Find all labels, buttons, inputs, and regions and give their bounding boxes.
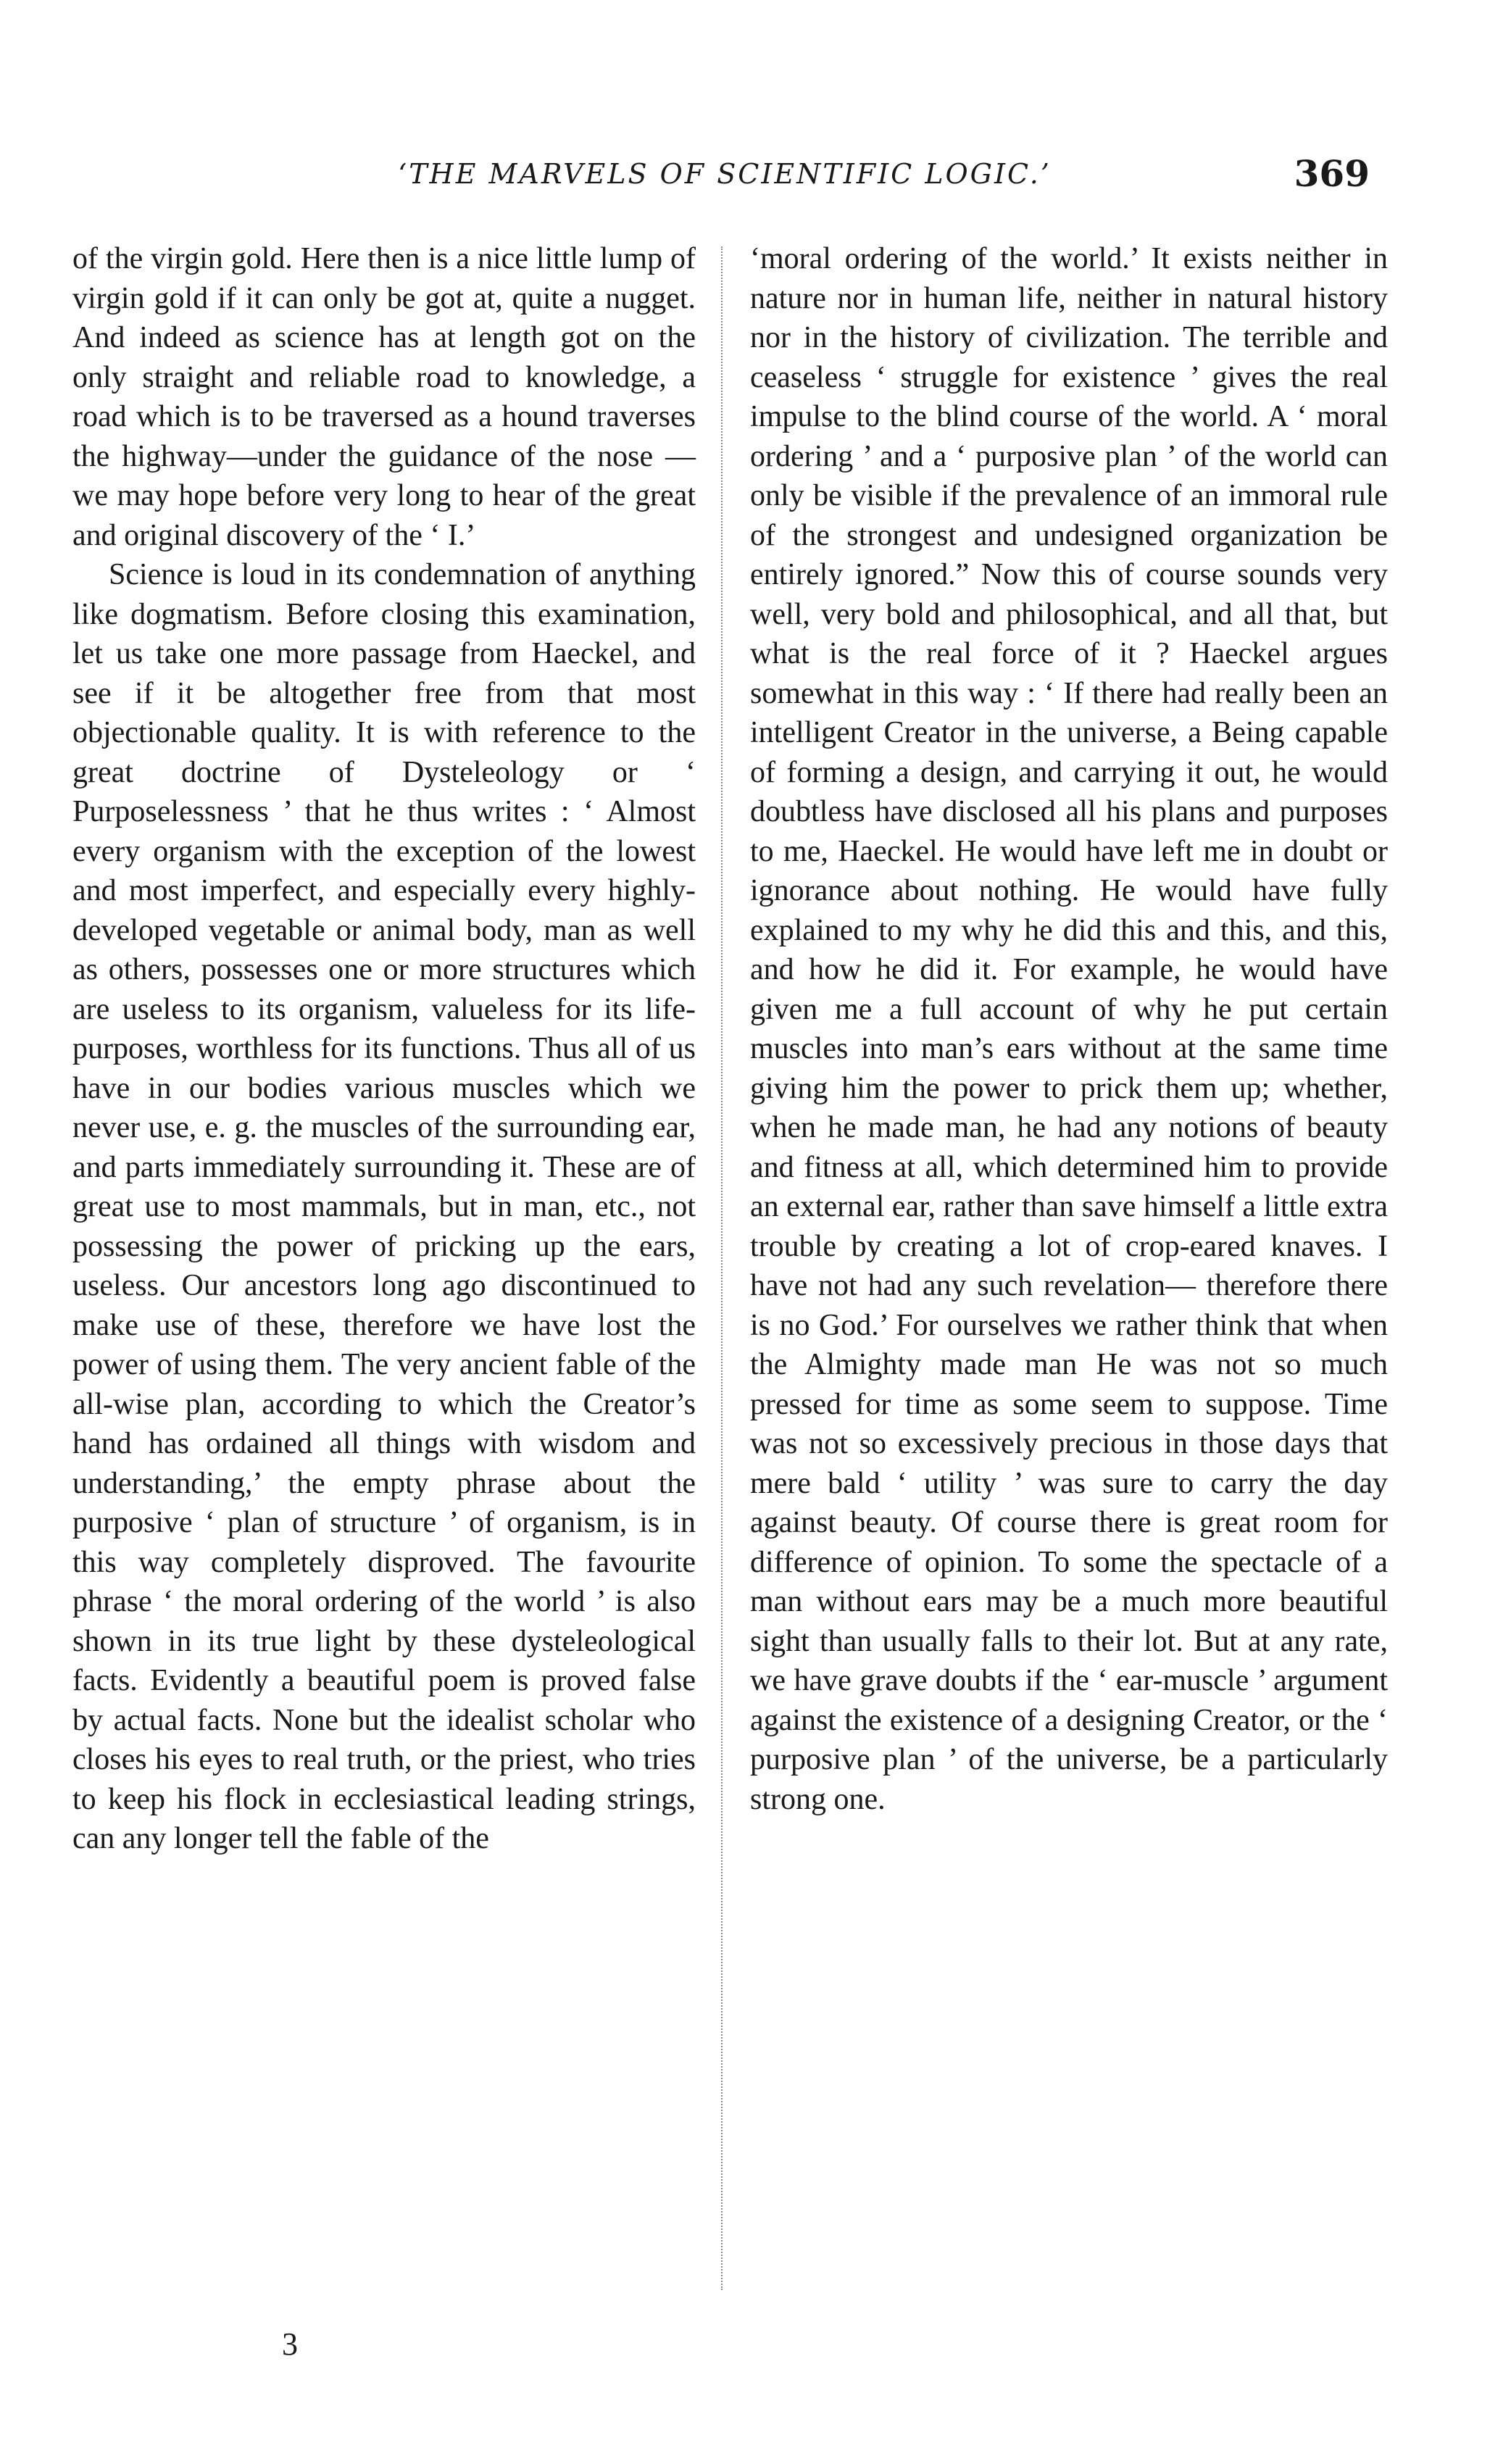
left-column: [72, 239, 696, 1859]
column-divider: [721, 246, 723, 2290]
page-number: 369: [1294, 152, 1370, 195]
running-title: ‘THE MARVELS OF SCIENTIFIC LOGIC.’: [398, 158, 1052, 190]
paragraph: of the virgin gold. Here then is a nice little lump of virgin gold if it can only be got at, quite a nugget. And indeed as science has at length got on the only straight and reliable road to knowledge, a road which is to be traversed as a hound traverses the highway—under the guidance of the nose —we may hope before very long to hear of the great and original discovery of the ‘ I.’: [72, 242, 696, 552]
paragraph: ‘moral ordering of the world.’ It exists neither in nature nor in human life, neither in natural history nor in the history of civilization. The terrible and ceaseless ‘ struggle for existence ’ gives the real impulse to the blind course of the world. A ‘ moral ordering ’ and a ‘ purposive plan ’ of the world can only be visible if the prevalence of an immoral rule of the strongest and undesigned organization be entirely ignored.” Now this of course sounds very well, very bold and philosophical, and all that, but what is the real force of it ? Haeckel argues somewhat in this way : ‘ If there had really been an intelligent Creator in the universe, a Being capable of forming a design, and carrying it out, he would doubtless have disclosed all his plans and purposes to me, Haeckel. He would have left me in doubt or ignorance about nothing. He would have fully explained to my why he did this and this, and this, and how he did it. For example, he would have given me a full account of why he put certain muscles into man’s ears without at the same time giving him the power to prick them up; whether, when he made man, he had any notions of beauty and fitness at all, which determined him to provide an external ear, rather than save himself a little extra trouble by creating a lot of crop-eared knaves. I have not had any such revelation— therefore there is no God.’ For ourselves we rather think that when the Almighty made man He was not so much pressed for time as some seem to suppose. Time was not so excessively precious in those days that mere bald ‘ utility ’ was sure to carry the day against beauty. Of course there is great room for difference of opinion. To some the spectacle of a man without ears may be a much more beautiful sight than usually falls to their lot. But at any rate, we have grave doubts if the ‘ ear-muscle ’ argument against the existence of a designing Creator, or the ‘ purposive plan ’ of the universe, be a particularly strong one.: [750, 242, 1388, 1816]
paragraph: Science is loud in its condemnation of anything like dogmatism. Before closing this examination, let us take one more passage from Haeckel, and see if it be altogether free from that most objectionable quality. It is with reference to the great doctrine of Dysteleology or ‘ Purposelessness ’ that he thus writes : ‘ Almost every organism with the exception of the lowest and most imperfect, and especially every highly-developed vegetable or animal body, man as well as others, possesses one or more structures which are useless to its organism, valueless for its life-purposes, worthless for its functions. Thus all of us have in our bodies various muscles which we never use, e. g. the muscles of the surrounding ear, and parts immediately surrounding it. These are of great use to most mammals, but in man, etc., not possessing the power of pricking up the ears, useless. Our ancestors long ago discontinued to make use of these, therefore we have lost the power of using them. The very ancient fable of the all-wise plan, according to which the Creator’s hand has ordained all things with wisdom and understanding,’ the empty phrase about the purposive ‘ plan of structure ’ of organism, is in this way completely disproved. The favourite phrase ‘ the moral ordering of the world ’ is also shown in its true light by these dysteleological facts. Evidently a beautiful poem is proved false by actual facts. None but the idealist scholar who closes his eyes to real truth, or the priest, who tries to keep his flock in ecclesiastical leading strings, can any longer tell the fable of the: [72, 558, 696, 1855]
right-column: [750, 239, 1388, 1819]
signature-mark: 3: [282, 2326, 298, 2362]
